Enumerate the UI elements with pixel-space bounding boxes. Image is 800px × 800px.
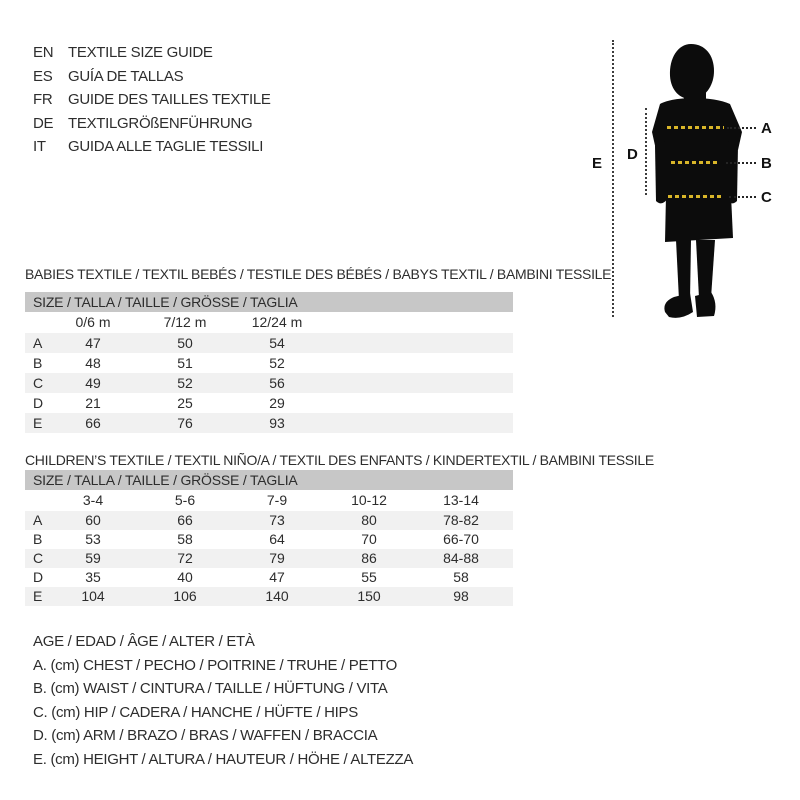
table-header-row bbox=[25, 490, 513, 511]
size-bar-heading: SIZE / TALLA / TAILLE / GRÖSSE / TAGLIA bbox=[25, 292, 513, 312]
cell-value: 58 bbox=[453, 569, 469, 585]
language-label: GUIDA ALLE TAGLIE TESSILI bbox=[68, 138, 264, 155]
arm-measure-line-d bbox=[645, 108, 647, 195]
row-label: A bbox=[33, 335, 43, 351]
table-row bbox=[25, 530, 513, 549]
legend-item: D. (cm) ARM / BRAZO / BRAS / WAFFEN / BRACCIA bbox=[33, 727, 378, 745]
table-row bbox=[25, 373, 513, 393]
row-label: D bbox=[33, 569, 44, 585]
cell-value: 59 bbox=[85, 550, 101, 566]
column-header: 12/24 m bbox=[251, 314, 303, 330]
cell-value: 25 bbox=[177, 395, 193, 411]
measure-label-c: C bbox=[761, 189, 772, 206]
language-row bbox=[33, 65, 271, 89]
cell-value: 93 bbox=[269, 415, 285, 431]
chest-dash-line-a bbox=[667, 126, 724, 129]
column-header: 13-14 bbox=[443, 492, 479, 508]
column-header: 7/12 m bbox=[163, 314, 207, 330]
cell-value: 79 bbox=[269, 550, 285, 566]
cell-value: 56 bbox=[269, 375, 285, 391]
table-row bbox=[25, 333, 513, 353]
cell-value: 73 bbox=[269, 512, 285, 528]
babies-section-heading: BABIES TEXTILE / TEXTIL BEBÉS / TESTILE DES BÉBÉS / BABYS TEXTIL / BAMBINI TESSILE bbox=[25, 266, 612, 282]
children-section-heading: CHILDREN’S TEXTILE / TEXTIL NIÑO/A / TEXTIL DES ENFANTS / KINDERTEXTIL / BAMBINI TESSILE bbox=[25, 452, 654, 468]
cell-value: 106 bbox=[173, 588, 197, 604]
cell-value: 98 bbox=[453, 588, 469, 604]
cell-value: 21 bbox=[85, 395, 101, 411]
legend-age-line: AGE / EDAD / ÂGE / ALTER / ETÀ bbox=[33, 633, 255, 650]
cell-value: 72 bbox=[177, 550, 193, 566]
hip-connector-line-c bbox=[729, 196, 756, 198]
children-size-table bbox=[25, 470, 513, 606]
column-header: 3-4 bbox=[82, 492, 104, 508]
table-row bbox=[25, 587, 513, 606]
cell-value: 49 bbox=[85, 375, 101, 391]
cell-value: 150 bbox=[357, 588, 381, 604]
measure-legend bbox=[33, 630, 413, 772]
table-row bbox=[25, 511, 513, 530]
row-label: C bbox=[33, 550, 44, 566]
language-code: ES bbox=[33, 67, 53, 85]
legend-item: B. (cm) WAIST / CINTURA / TAILLE / HÜFTUNG / VITA bbox=[33, 680, 388, 698]
row-label: A bbox=[33, 512, 43, 528]
cell-value: 50 bbox=[177, 335, 193, 351]
language-code: DE bbox=[33, 114, 54, 132]
chest-connector-line-a bbox=[727, 127, 756, 129]
row-label: C bbox=[33, 375, 44, 391]
waist-connector-line-b bbox=[726, 162, 756, 164]
language-list bbox=[33, 41, 271, 159]
language-row bbox=[33, 41, 271, 65]
cell-value: 40 bbox=[177, 569, 193, 585]
cell-value: 80 bbox=[361, 512, 377, 528]
cell-value: 29 bbox=[269, 395, 285, 411]
measure-label-b: B bbox=[761, 155, 772, 172]
child-silhouette bbox=[641, 40, 753, 318]
language-label: TEXTILGRÖßENFÜHRUNG bbox=[68, 114, 253, 132]
language-label: GUÍA DE TALLAS bbox=[68, 67, 184, 85]
measure-label-d: D bbox=[627, 146, 638, 163]
cell-value: 140 bbox=[265, 588, 289, 604]
cell-value: 51 bbox=[177, 355, 193, 371]
waist-dash-line-b bbox=[671, 161, 720, 164]
babies-size-table bbox=[25, 292, 513, 433]
row-label: E bbox=[33, 588, 43, 604]
column-header: 10-12 bbox=[351, 492, 387, 508]
measure-label-e: E bbox=[592, 155, 603, 172]
table-row bbox=[25, 568, 513, 587]
cell-value: 70 bbox=[361, 531, 377, 547]
legend-item: A. (cm) CHEST / PECHO / POITRINE / TRUHE / PETTO bbox=[33, 656, 397, 674]
cell-value: 76 bbox=[177, 415, 193, 431]
cell-value: 35 bbox=[85, 569, 101, 585]
cell-value: 78-82 bbox=[443, 512, 479, 528]
language-label: TEXTILE SIZE GUIDE bbox=[68, 44, 213, 61]
row-label-spacer bbox=[25, 490, 47, 511]
table-row bbox=[25, 393, 513, 413]
cell-value: 47 bbox=[269, 569, 285, 585]
cell-value: 47 bbox=[85, 335, 101, 351]
language-label: GUIDE DES TAILLES TEXTILE bbox=[68, 91, 271, 108]
language-row bbox=[33, 88, 271, 112]
row-label: E bbox=[33, 415, 43, 431]
size-bar-heading: SIZE / TALLA / TAILLE / GRÖSSE / TAGLIA bbox=[25, 470, 513, 490]
cell-value: 58 bbox=[177, 531, 193, 547]
cell-value: 84-88 bbox=[443, 550, 479, 566]
cell-value: 64 bbox=[269, 531, 285, 547]
legend-item: C. (cm) HIP / CADERA / HANCHE / HÜFTE / HIPS bbox=[33, 703, 358, 721]
measure-label-a: A bbox=[761, 120, 772, 137]
cell-value: 54 bbox=[269, 335, 285, 351]
language-code: EN bbox=[33, 44, 54, 61]
table-row bbox=[25, 353, 513, 373]
cell-value: 66 bbox=[177, 512, 193, 528]
row-label: D bbox=[33, 395, 44, 411]
legend-item: E. (cm) HEIGHT / ALTURA / HAUTEUR / HÖHE / ALTEZZA bbox=[33, 750, 414, 768]
table-row bbox=[25, 549, 513, 568]
language-code: FR bbox=[33, 91, 53, 108]
cell-value: 104 bbox=[81, 588, 105, 604]
child-silhouette-svg bbox=[641, 40, 753, 318]
cell-value: 48 bbox=[85, 355, 101, 371]
column-header: 5-6 bbox=[174, 492, 196, 508]
language-row bbox=[33, 135, 271, 159]
column-header: 0/6 m bbox=[75, 314, 111, 330]
table-row bbox=[25, 413, 513, 433]
cell-value: 55 bbox=[361, 569, 377, 585]
cell-value: 66 bbox=[85, 415, 101, 431]
language-code: IT bbox=[33, 138, 46, 155]
hip-dash-line-c bbox=[668, 195, 724, 198]
cell-value: 66-70 bbox=[443, 531, 479, 547]
column-header: 7-9 bbox=[266, 492, 288, 508]
language-row bbox=[33, 112, 271, 136]
cell-value: 52 bbox=[177, 375, 193, 391]
cell-value: 52 bbox=[269, 355, 285, 371]
cell-value: 60 bbox=[85, 512, 101, 528]
table-header-row bbox=[25, 312, 513, 333]
cell-value: 53 bbox=[85, 531, 101, 547]
row-label: B bbox=[33, 531, 43, 547]
cell-value: 86 bbox=[361, 550, 377, 566]
row-label: B bbox=[33, 355, 43, 371]
height-measure-line-e bbox=[612, 40, 614, 317]
row-label-spacer bbox=[25, 312, 47, 333]
